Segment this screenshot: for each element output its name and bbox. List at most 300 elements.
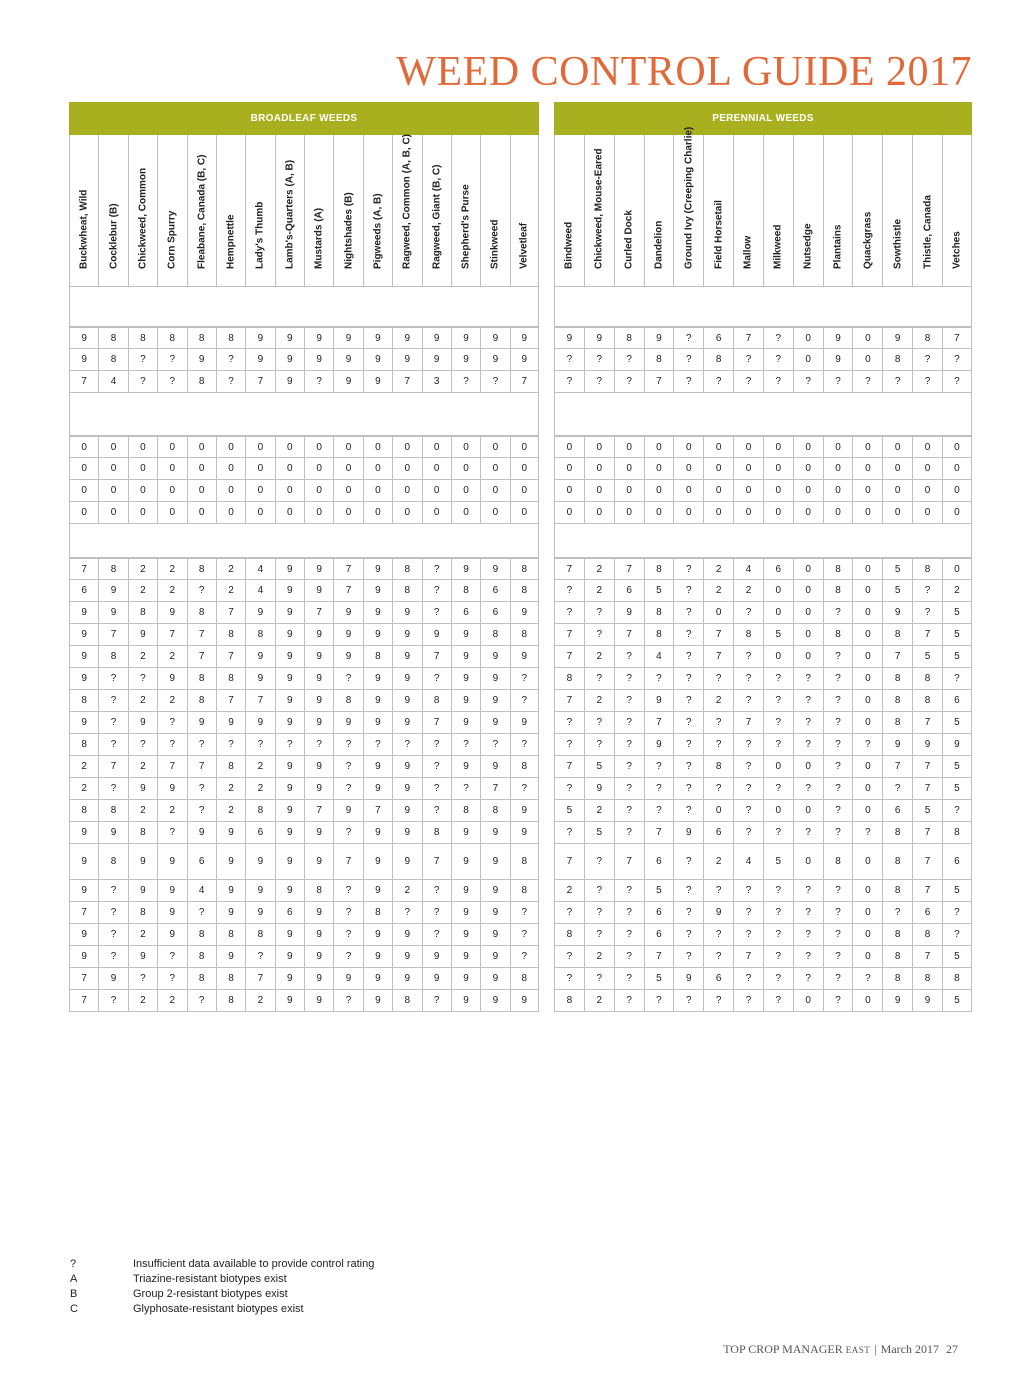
- rating-cell: ?: [554, 778, 584, 800]
- broadleaf-rating-group: [69, 558, 539, 1012]
- rating-cell: 9: [275, 624, 304, 646]
- rating-cell: ?: [98, 778, 127, 800]
- rating-cell: ?: [673, 756, 703, 778]
- rating-cell: 8: [882, 349, 912, 371]
- rating-cell: 9: [451, 327, 480, 349]
- rating-cell: ?: [245, 734, 274, 756]
- rating-cell: 8: [392, 990, 421, 1012]
- rating-cell: 0: [69, 502, 98, 524]
- table-row: [69, 734, 539, 756]
- rating-cell: ?: [852, 371, 882, 393]
- rating-cell: 8: [245, 800, 274, 822]
- rating-cell: 9: [333, 968, 362, 990]
- perennial-column-label: Bindweed: [563, 221, 575, 269]
- rating-cell: ?: [216, 349, 245, 371]
- rating-cell: 9: [275, 349, 304, 371]
- rating-cell: ?: [584, 602, 614, 624]
- rating-cell: 8: [333, 690, 362, 712]
- rating-cell: ?: [793, 880, 823, 902]
- broadleaf-column-label: Mustards (A): [313, 207, 325, 269]
- rating-cell: 9: [823, 349, 853, 371]
- rating-cell: 9: [157, 602, 186, 624]
- rating-cell: 2: [942, 580, 972, 602]
- rating-cell: 9: [275, 844, 304, 880]
- perennial-column-headers: [554, 126, 972, 287]
- rating-cell: ?: [614, 668, 644, 690]
- rating-cell: 7: [733, 946, 763, 968]
- rating-cell: 8: [392, 580, 421, 602]
- rating-cell: 9: [392, 968, 421, 990]
- rating-cell: ?: [584, 902, 614, 924]
- rating-cell: 9: [304, 624, 333, 646]
- rating-cell: ?: [703, 712, 733, 734]
- table-row: [554, 480, 972, 502]
- rating-cell: 7: [363, 800, 392, 822]
- rating-cell: 8: [882, 946, 912, 968]
- rating-cell: ?: [733, 690, 763, 712]
- rating-cell: 7: [614, 558, 644, 580]
- rating-cell: 9: [245, 902, 274, 924]
- rating-cell: 8: [216, 624, 245, 646]
- rating-cell: 5: [584, 822, 614, 844]
- rating-cell: 0: [942, 458, 972, 480]
- rating-cell: 0: [763, 458, 793, 480]
- rating-cell: 8: [187, 371, 216, 393]
- rating-cell: 5: [882, 580, 912, 602]
- rating-cell: ?: [275, 734, 304, 756]
- rating-cell: 9: [451, 924, 480, 946]
- rating-cell: 9: [480, 558, 509, 580]
- broadleaf-header: BROADLEAF WEEDS: [69, 102, 539, 135]
- rating-cell: 9: [304, 902, 333, 924]
- rating-cell: ?: [614, 880, 644, 902]
- rating-cell: ?: [584, 668, 614, 690]
- rating-cell: 4: [187, 880, 216, 902]
- rating-cell: 9: [69, 349, 98, 371]
- rating-cell: 8: [98, 349, 127, 371]
- rating-cell: 0: [480, 502, 509, 524]
- rating-cell: 9: [912, 990, 942, 1012]
- rating-cell: 7: [554, 624, 584, 646]
- rating-cell: 9: [392, 946, 421, 968]
- rating-cell: 0: [216, 458, 245, 480]
- rating-cell: ?: [673, 327, 703, 349]
- rating-cell: 0: [510, 502, 539, 524]
- perennial-column-header: [942, 135, 972, 287]
- rating-cell: 9: [275, 822, 304, 844]
- rating-cell: ?: [422, 668, 451, 690]
- rating-cell: ?: [733, 668, 763, 690]
- rating-cell: 7: [554, 646, 584, 668]
- rating-cell: 7: [614, 624, 644, 646]
- rating-cell: 9: [157, 844, 186, 880]
- rating-cell: ?: [912, 371, 942, 393]
- rating-cell: 8: [480, 624, 509, 646]
- rating-cell: ?: [763, 946, 793, 968]
- table-row: [69, 924, 539, 946]
- rating-cell: 0: [363, 436, 392, 458]
- rating-cell: 0: [422, 436, 451, 458]
- rating-cell: 7: [703, 646, 733, 668]
- rating-cell: 9: [510, 646, 539, 668]
- rating-cell: 2: [703, 580, 733, 602]
- rating-cell: 8: [912, 690, 942, 712]
- rating-cell: ?: [422, 924, 451, 946]
- rating-cell: ?: [942, 371, 972, 393]
- rating-cell: 8: [216, 990, 245, 1012]
- rating-cell: 9: [510, 602, 539, 624]
- rating-cell: 0: [763, 580, 793, 602]
- rating-cell: 5: [942, 646, 972, 668]
- rating-cell: ?: [852, 968, 882, 990]
- rating-cell: ?: [823, 646, 853, 668]
- rating-cell: ?: [422, 756, 451, 778]
- rating-cell: 0: [510, 480, 539, 502]
- rating-cell: 9: [510, 800, 539, 822]
- rating-cell: 9: [69, 712, 98, 734]
- rating-cell: 9: [304, 844, 333, 880]
- rating-cell: ?: [614, 924, 644, 946]
- rating-cell: 7: [392, 371, 421, 393]
- rating-cell: 2: [69, 756, 98, 778]
- rating-cell: ?: [584, 844, 614, 880]
- rating-cell: 0: [245, 436, 274, 458]
- rating-cell: 7: [942, 327, 972, 349]
- rating-cell: 9: [480, 668, 509, 690]
- rating-cell: 0: [823, 458, 853, 480]
- rating-cell: 9: [275, 880, 304, 902]
- rating-cell: ?: [422, 880, 451, 902]
- rating-cell: ?: [157, 822, 186, 844]
- rating-cell: 9: [912, 734, 942, 756]
- rating-cell: 9: [392, 327, 421, 349]
- rating-cell: 0: [793, 327, 823, 349]
- rating-cell: 5: [554, 800, 584, 822]
- rating-cell: ?: [157, 371, 186, 393]
- rating-cell: 9: [128, 880, 157, 902]
- rating-cell: 9: [451, 690, 480, 712]
- rating-cell: 0: [216, 502, 245, 524]
- rating-cell: 0: [644, 502, 674, 524]
- rating-cell: ?: [614, 946, 644, 968]
- rating-cell: 0: [304, 480, 333, 502]
- legend-item: [70, 1271, 374, 1286]
- rating-cell: ?: [673, 924, 703, 946]
- rating-cell: ?: [98, 990, 127, 1012]
- rating-cell: 0: [584, 502, 614, 524]
- rating-cell: 9: [392, 624, 421, 646]
- rating-cell: 8: [912, 668, 942, 690]
- table-row: [69, 502, 539, 524]
- rating-cell: 8: [451, 580, 480, 602]
- rating-cell: ?: [823, 880, 853, 902]
- rating-cell: 9: [275, 800, 304, 822]
- rating-cell: ?: [363, 734, 392, 756]
- section-spacer: [69, 393, 539, 436]
- rating-cell: 9: [392, 844, 421, 880]
- rating-cell: ?: [451, 734, 480, 756]
- rating-cell: ?: [554, 946, 584, 968]
- perennial-header: PERENNIAL WEEDS: [554, 102, 972, 135]
- rating-cell: 9: [275, 690, 304, 712]
- rating-cell: ?: [614, 822, 644, 844]
- rating-cell: ?: [187, 902, 216, 924]
- rating-cell: ?: [554, 580, 584, 602]
- rating-cell: 0: [793, 844, 823, 880]
- rating-cell: 0: [852, 480, 882, 502]
- rating-cell: ?: [644, 778, 674, 800]
- rating-cell: ?: [823, 968, 853, 990]
- rating-cell: ?: [733, 822, 763, 844]
- rating-cell: ?: [912, 602, 942, 624]
- table-row: [554, 902, 972, 924]
- rating-cell: 9: [275, 602, 304, 624]
- broadleaf-column-label: Pigweeds (A, B): [372, 193, 384, 269]
- rating-cell: 9: [363, 580, 392, 602]
- rating-cell: ?: [333, 946, 362, 968]
- rating-cell: 9: [392, 822, 421, 844]
- rating-cell: 9: [584, 778, 614, 800]
- rating-cell: 0: [216, 480, 245, 502]
- rating-cell: 9: [363, 712, 392, 734]
- rating-cell: 9: [451, 558, 480, 580]
- rating-cell: 0: [333, 502, 362, 524]
- rating-cell: 8: [128, 822, 157, 844]
- table-row: [69, 844, 539, 880]
- rating-cell: ?: [733, 968, 763, 990]
- table-row: [554, 778, 972, 800]
- rating-cell: ?: [733, 646, 763, 668]
- rating-cell: ?: [763, 734, 793, 756]
- table-row: [69, 880, 539, 902]
- rating-cell: 2: [245, 778, 274, 800]
- rating-cell: ?: [823, 712, 853, 734]
- rating-cell: 4: [733, 558, 763, 580]
- legend-symbol: A: [70, 1272, 78, 1285]
- rating-cell: 0: [703, 502, 733, 524]
- rating-cell: ?: [733, 778, 763, 800]
- rating-cell: 9: [216, 844, 245, 880]
- rating-cell: 2: [128, 924, 157, 946]
- rating-cell: ?: [422, 990, 451, 1012]
- rating-cell: 9: [216, 822, 245, 844]
- rating-cell: 8: [644, 602, 674, 624]
- perennial-column-header: [703, 135, 733, 287]
- rating-cell: 9: [451, 822, 480, 844]
- rating-cell: ?: [793, 734, 823, 756]
- rating-cell: 9: [304, 327, 333, 349]
- broadleaf-column-label: Ragweed, Giant (B, C): [431, 164, 443, 269]
- rating-cell: 7: [480, 778, 509, 800]
- rating-cell: 8: [422, 822, 451, 844]
- rating-cell: ?: [703, 734, 733, 756]
- perennial-column-header: [882, 135, 912, 287]
- rating-cell: 0: [451, 480, 480, 502]
- table-row: [554, 646, 972, 668]
- rating-cell: ?: [422, 580, 451, 602]
- rating-cell: 0: [275, 436, 304, 458]
- rating-cell: 0: [128, 480, 157, 502]
- rating-cell: ?: [510, 668, 539, 690]
- table-row: [69, 968, 539, 990]
- broadleaf-column-header: [510, 135, 539, 287]
- rating-cell: ?: [733, 990, 763, 1012]
- rating-cell: 7: [216, 602, 245, 624]
- rating-cell: 9: [451, 880, 480, 902]
- rating-cell: 6: [614, 580, 644, 602]
- rating-cell: 9: [882, 734, 912, 756]
- rating-cell: 2: [584, 580, 614, 602]
- rating-cell: 7: [157, 756, 186, 778]
- rating-cell: 0: [510, 458, 539, 480]
- rating-cell: 0: [245, 458, 274, 480]
- rating-cell: 9: [187, 349, 216, 371]
- rating-cell: 0: [852, 924, 882, 946]
- rating-cell: 0: [422, 502, 451, 524]
- rating-cell: 9: [392, 756, 421, 778]
- rating-cell: 9: [644, 690, 674, 712]
- rating-cell: 9: [69, 844, 98, 880]
- rating-cell: 9: [510, 822, 539, 844]
- broadleaf-rating-group: [69, 436, 539, 524]
- rating-cell: 9: [480, 902, 509, 924]
- rating-cell: 8: [363, 902, 392, 924]
- perennial-column-label: Plantains: [832, 224, 844, 269]
- broadleaf-column-header: [187, 135, 216, 287]
- rating-cell: 5: [942, 990, 972, 1012]
- rating-cell: ?: [614, 690, 644, 712]
- rating-cell: 2: [245, 990, 274, 1012]
- rating-cell: 5: [942, 778, 972, 800]
- rating-cell: 8: [554, 924, 584, 946]
- rating-cell: 0: [363, 502, 392, 524]
- rating-cell: ?: [98, 712, 127, 734]
- rating-cell: 9: [157, 668, 186, 690]
- rating-cell: 9: [245, 349, 274, 371]
- section-spacer: [554, 393, 972, 436]
- rating-cell: 9: [245, 880, 274, 902]
- rating-cell: 9: [480, 349, 509, 371]
- rating-cell: 8: [216, 327, 245, 349]
- rating-cell: 0: [733, 502, 763, 524]
- rating-cell: ?: [333, 990, 362, 1012]
- rating-cell: 9: [422, 327, 451, 349]
- rating-cell: 0: [157, 480, 186, 502]
- rating-cell: 8: [187, 946, 216, 968]
- rating-cell: ?: [673, 646, 703, 668]
- rating-cell: 9: [451, 668, 480, 690]
- rating-cell: 0: [793, 480, 823, 502]
- rating-cell: 9: [187, 822, 216, 844]
- rating-cell: 7: [644, 822, 674, 844]
- rating-cell: 0: [912, 480, 942, 502]
- rating-cell: ?: [793, 946, 823, 968]
- rating-cell: 0: [422, 458, 451, 480]
- rating-cell: 0: [882, 436, 912, 458]
- table-row: [554, 690, 972, 712]
- rating-cell: ?: [763, 968, 793, 990]
- rating-cell: 8: [510, 558, 539, 580]
- rating-cell: ?: [333, 734, 362, 756]
- rating-cell: 7: [644, 712, 674, 734]
- table-row: [554, 946, 972, 968]
- perennial-column-header: [673, 126, 703, 287]
- rating-cell: 9: [510, 349, 539, 371]
- rating-cell: 9: [69, 327, 98, 349]
- rating-cell: 7: [216, 646, 245, 668]
- broadleaf-column-label: Velvetleaf: [518, 222, 530, 269]
- rating-cell: 8: [216, 668, 245, 690]
- rating-cell: 8: [187, 558, 216, 580]
- rating-cell: 8: [187, 924, 216, 946]
- rating-cell: 5: [942, 602, 972, 624]
- rating-cell: ?: [584, 968, 614, 990]
- rating-cell: ?: [614, 646, 644, 668]
- rating-cell: ?: [333, 924, 362, 946]
- table-row: [554, 822, 972, 844]
- rating-cell: 0: [673, 458, 703, 480]
- rating-cell: ?: [733, 602, 763, 624]
- rating-cell: 0: [763, 502, 793, 524]
- rating-cell: 0: [852, 946, 882, 968]
- rating-cell: ?: [584, 880, 614, 902]
- rating-cell: 8: [480, 800, 509, 822]
- broadleaf-column-header: [157, 135, 186, 287]
- rating-cell: ?: [733, 756, 763, 778]
- rating-cell: ?: [733, 800, 763, 822]
- rating-cell: 6: [644, 924, 674, 946]
- rating-cell: 8: [823, 624, 853, 646]
- rating-cell: 0: [392, 480, 421, 502]
- table-row: [69, 458, 539, 480]
- rating-cell: 8: [703, 756, 733, 778]
- table-row: [554, 844, 972, 880]
- rating-cell: 6: [480, 602, 509, 624]
- rating-cell: 6: [703, 327, 733, 349]
- rating-cell: 9: [304, 968, 333, 990]
- rating-cell: ?: [187, 990, 216, 1012]
- perennial-rating-group: [554, 558, 972, 1012]
- table-row: [69, 756, 539, 778]
- rating-cell: 0: [128, 458, 157, 480]
- rating-cell: 9: [363, 990, 392, 1012]
- rating-cell: 8: [882, 712, 912, 734]
- rating-cell: 0: [275, 502, 304, 524]
- rating-cell: 0: [673, 436, 703, 458]
- rating-cell: 9: [392, 690, 421, 712]
- rating-cell: ?: [763, 924, 793, 946]
- rating-cell: ?: [614, 371, 644, 393]
- rating-cell: ?: [673, 624, 703, 646]
- rating-cell: 0: [793, 436, 823, 458]
- rating-cell: 8: [216, 924, 245, 946]
- rating-cell: ?: [823, 371, 853, 393]
- rating-cell: 0: [763, 800, 793, 822]
- rating-cell: ?: [128, 734, 157, 756]
- rating-cell: 0: [554, 480, 584, 502]
- rating-cell: 2: [584, 946, 614, 968]
- rating-cell: ?: [703, 778, 733, 800]
- perennial-table: [554, 102, 972, 287]
- rating-cell: 9: [275, 756, 304, 778]
- rating-cell: ?: [673, 778, 703, 800]
- rating-cell: 8: [733, 624, 763, 646]
- rating-cell: ?: [942, 924, 972, 946]
- rating-cell: 9: [245, 668, 274, 690]
- rating-cell: 7: [245, 371, 274, 393]
- rating-cell: ?: [614, 968, 644, 990]
- broadleaf-column-label: Lamb's-Quarters (A, B): [284, 159, 296, 269]
